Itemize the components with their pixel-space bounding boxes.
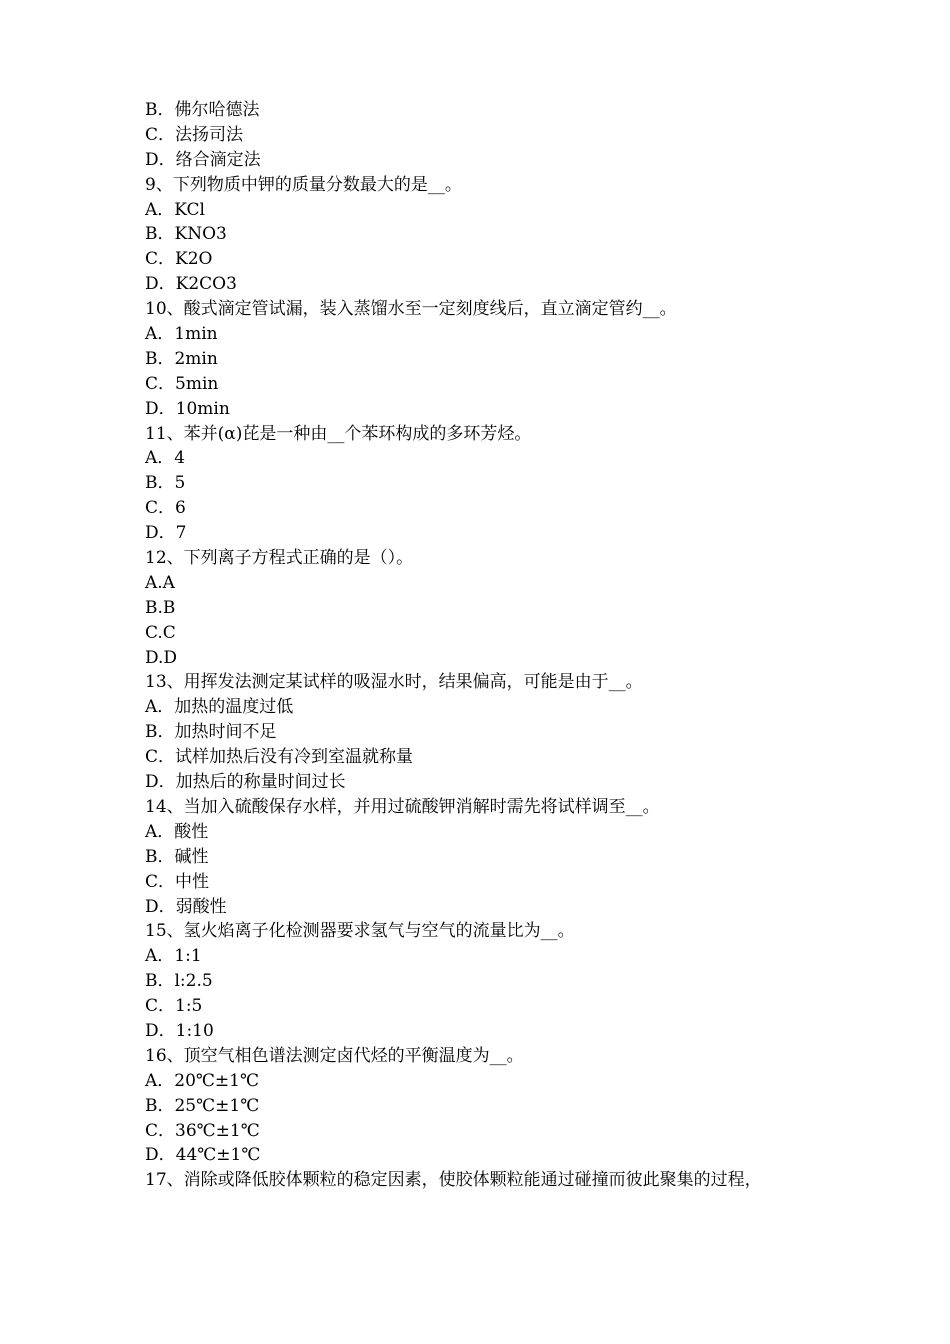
document-body bbox=[145, 98, 815, 1193]
option-text: D．K2CO3 bbox=[145, 274, 237, 295]
option-text: C．试样加热后没有冷到室温就称量 bbox=[145, 747, 414, 768]
option-text: D．弱酸性 bbox=[145, 896, 227, 917]
option-text: C．K2O bbox=[145, 249, 213, 270]
question-text: 9、下列物质中钾的质量分数最大的是__。 bbox=[145, 174, 462, 195]
option-text: A．20℃±1℃ bbox=[145, 1070, 260, 1091]
question-text: 12、下列离子方程式正确的是（）。 bbox=[145, 548, 414, 569]
option-text: C．1:5 bbox=[145, 996, 203, 1017]
option-text: A．1:1 bbox=[145, 946, 202, 967]
option-text: A．加热的温度过低 bbox=[145, 697, 294, 718]
option-text: B．碱性 bbox=[145, 846, 209, 867]
option-text: C．中性 bbox=[145, 871, 210, 892]
question-text: 10、酸式滴定管试漏，装入蒸馏水至一定刻度线后，直立滴定管约__。 bbox=[145, 299, 677, 320]
option-text: D．1:10 bbox=[145, 1020, 214, 1041]
option-text: C．36℃±1℃ bbox=[145, 1120, 260, 1141]
option-text: B．KNO3 bbox=[145, 224, 227, 245]
option-text: A．KCl bbox=[145, 199, 205, 220]
option-text: C．6 bbox=[145, 498, 186, 519]
option-text: D．络合滴定法 bbox=[145, 149, 261, 170]
option-text: C．法扬司法 bbox=[145, 124, 244, 145]
question-text: 17、消除或降低胶体颗粒的稳定因素，使胶体颗粒能通过碰撞而彼此聚集的过程， bbox=[145, 1170, 762, 1191]
option-text: B．加热时间不足 bbox=[145, 722, 277, 743]
option-text: A．1min bbox=[145, 324, 218, 345]
question-text: 14、当加入硫酸保存水样，并用过硫酸钾消解时需先将试样调至__。 bbox=[145, 796, 660, 817]
option-text: D．44℃±1℃ bbox=[145, 1145, 261, 1166]
option-text: D．加热后的称量时间过长 bbox=[145, 772, 346, 793]
option-text: B．l:2.5 bbox=[145, 971, 213, 992]
option-text: C.C bbox=[145, 622, 176, 643]
option-text: B．佛尔哈德法 bbox=[145, 100, 260, 120]
option-text: D．7 bbox=[145, 523, 187, 544]
question-text: 16、顶空气相色谱法测定卤代烃的平衡温度为__。 bbox=[145, 1045, 524, 1066]
question-text: 11、苯并(α)芘是一种由__个苯环构成的多环芳烃。 bbox=[145, 423, 532, 444]
option-text: A.A bbox=[145, 572, 175, 593]
option-text: D．10min bbox=[145, 398, 230, 419]
option-text: A．酸性 bbox=[145, 821, 209, 842]
question-text: 13、用挥发法测定某试样的吸湿水时，结果偏高，可能是由于__。 bbox=[145, 672, 643, 693]
option-text: A．4 bbox=[145, 448, 186, 469]
option-text: B.B bbox=[145, 597, 176, 618]
option-text: B．25℃±1℃ bbox=[145, 1095, 260, 1116]
question-text: 15、氢火焰离子化检测器要求氢气与空气的流量比为__。 bbox=[145, 921, 575, 942]
option-text: D.D bbox=[145, 647, 178, 668]
option-text: C．5min bbox=[145, 373, 219, 394]
option-text: B．5 bbox=[145, 473, 186, 494]
option-text: B．2min bbox=[145, 348, 218, 369]
